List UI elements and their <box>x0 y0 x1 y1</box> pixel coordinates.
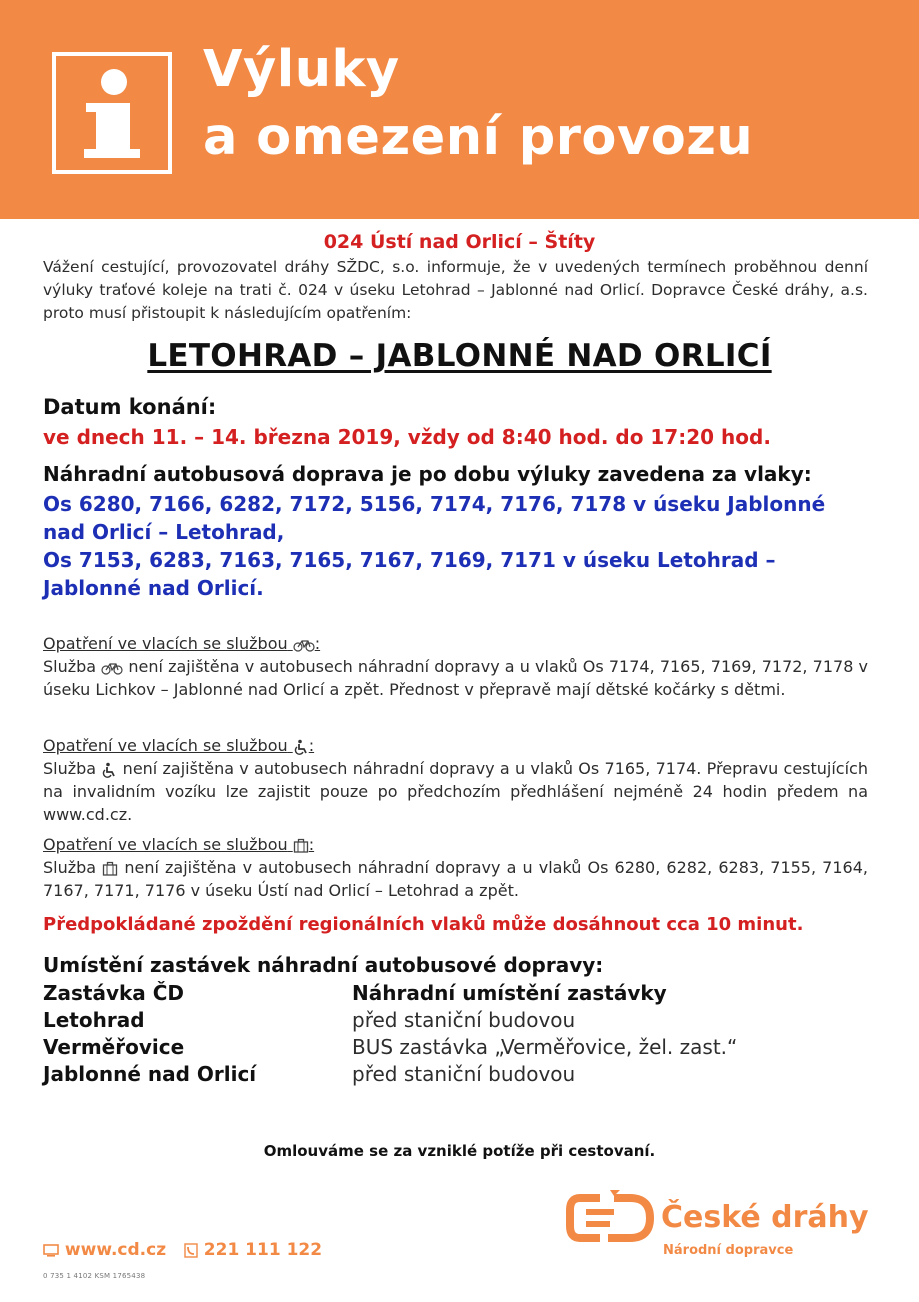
contact-info <box>43 1240 322 1260</box>
stops-table <box>43 980 843 1088</box>
train-list <box>43 490 873 602</box>
measure-heading: Opatření ve vlacích se službou : <box>43 835 315 854</box>
measure-heading: Opatření ve vlacích se službou : <box>43 634 321 653</box>
measure-luggage <box>43 833 868 902</box>
bicycle-icon <box>293 638 315 652</box>
stops-title: Umístění zastávek náhradní autobusové dopravy: <box>43 953 604 977</box>
route-name: 024 Ústí nad Orlicí – Štíty <box>323 231 596 253</box>
stops-header-row <box>43 980 843 1007</box>
measure-text: Služba není zajištěna v autobusech náhradní dopravy a u vlaků Os 7174, 7165, 7169, 7172, 7178 v úseku Lichkov – Jablonné nad Orlicí a zpět. Přednost v přepravě mají dětské kočárky s dětmi. <box>43 657 868 699</box>
intro-paragraph: Vážení cestující, provozovatel dráhy SŽDC, s.o. informuje, že v uvedených termínech proběhnou denní výluky traťové koleje na trati č. 024 v úseku Letohrad – Jablonné nad Orlicí. Dopravce České dráhy, a.s. proto musí přistoupit k následujícím opatřením: <box>43 258 868 322</box>
website-link[interactable]: www.cd.cz <box>64 1240 167 1260</box>
date-value: ve dnech 11. – 14. března 2019, vždy od 8:40 hod. do 17:20 hod. <box>43 425 771 449</box>
phone-number: 221 111 122 <box>203 1240 323 1260</box>
stop-name: Verměřovice <box>43 1035 185 1059</box>
wheelchair-icon <box>293 739 309 755</box>
luggage-icon <box>293 838 309 853</box>
stop-replacement: před staniční budovou <box>352 1008 576 1032</box>
column-header-stop: Zastávka ČD <box>43 981 185 1005</box>
delay-note: Předpokládané zpoždění regionálních vlaků může dosáhnout cca 10 minut. <box>43 914 804 935</box>
document-codes: 0 735 1 4102 KSM 1765438 <box>43 1272 146 1280</box>
page-title: Výluky a omezení provozu <box>203 40 754 167</box>
header-banner <box>0 0 919 219</box>
trains-direction-1: Os 6280, 7166, 6282, 7172, 5156, 7174, 7176, 7178 v úseku Jablonné nad Orlicí – Letohrad, <box>43 492 826 544</box>
measure-text: Služba není zajištěna v autobusech náhradní dopravy a u vlaků Os 6280, 6282, 6283, 7155, 7164, 7167, 7171, 7176 v úseku Ústí nad Orlicí – Letohrad a zpět. <box>43 858 868 900</box>
measure-wheelchair <box>43 734 868 826</box>
stop-name: Letohrad <box>43 1008 145 1032</box>
measure-text: Služba není zajištěna v autobusech náhradní dopravy a u vlaků Os 7165, 7174. Přepravu cestujících na invalidním vozíku lze zajistit pouze po předchozím předhlášení nejméně 24 hodin předem na www.cd.cz. <box>43 759 868 824</box>
column-header-replacement: Náhradní umístění zastávky <box>352 981 667 1005</box>
luggage-icon <box>102 861 118 876</box>
brand-tagline: Národní dopravce <box>663 1243 794 1258</box>
stop-replacement: BUS zastávka „Verměřovice, žel. zast.“ <box>352 1035 738 1059</box>
apology-note: Omlouváme se za vzniklé potíže při cestovaní. <box>263 1142 656 1160</box>
computer-icon <box>43 1244 59 1257</box>
bus-replacement-intro: Náhradní autobusová doprava je po dobu výluky zavedena za vlaky: <box>43 462 812 486</box>
table-row <box>43 1061 843 1088</box>
trains-direction-2: Os 7153, 6283, 7163, 7165, 7167, 7169, 7171 v úseku Letohrad – Jablonné nad Orlicí. <box>43 548 776 600</box>
table-row <box>43 1007 843 1034</box>
cd-logo <box>566 1190 656 1250</box>
phone-icon <box>184 1243 198 1258</box>
stop-replacement: před staniční budovou <box>352 1062 576 1086</box>
brand-name: České dráhy <box>661 1200 869 1235</box>
measure-heading: Opatření ve vlacích se službou : <box>43 736 315 755</box>
info-icon <box>52 52 172 174</box>
measure-bicycle <box>43 632 868 701</box>
table-row <box>43 1034 843 1061</box>
bicycle-icon <box>101 661 123 675</box>
wheelchair-icon <box>101 762 117 778</box>
date-label: Datum konání: <box>43 395 217 419</box>
stop-name: Jablonné nad Orlicí <box>43 1062 257 1086</box>
section-title: LETOHRAD – JABLONNÉ NAD ORLICÍ <box>147 338 772 374</box>
cd-logo-icon <box>566 1190 656 1246</box>
